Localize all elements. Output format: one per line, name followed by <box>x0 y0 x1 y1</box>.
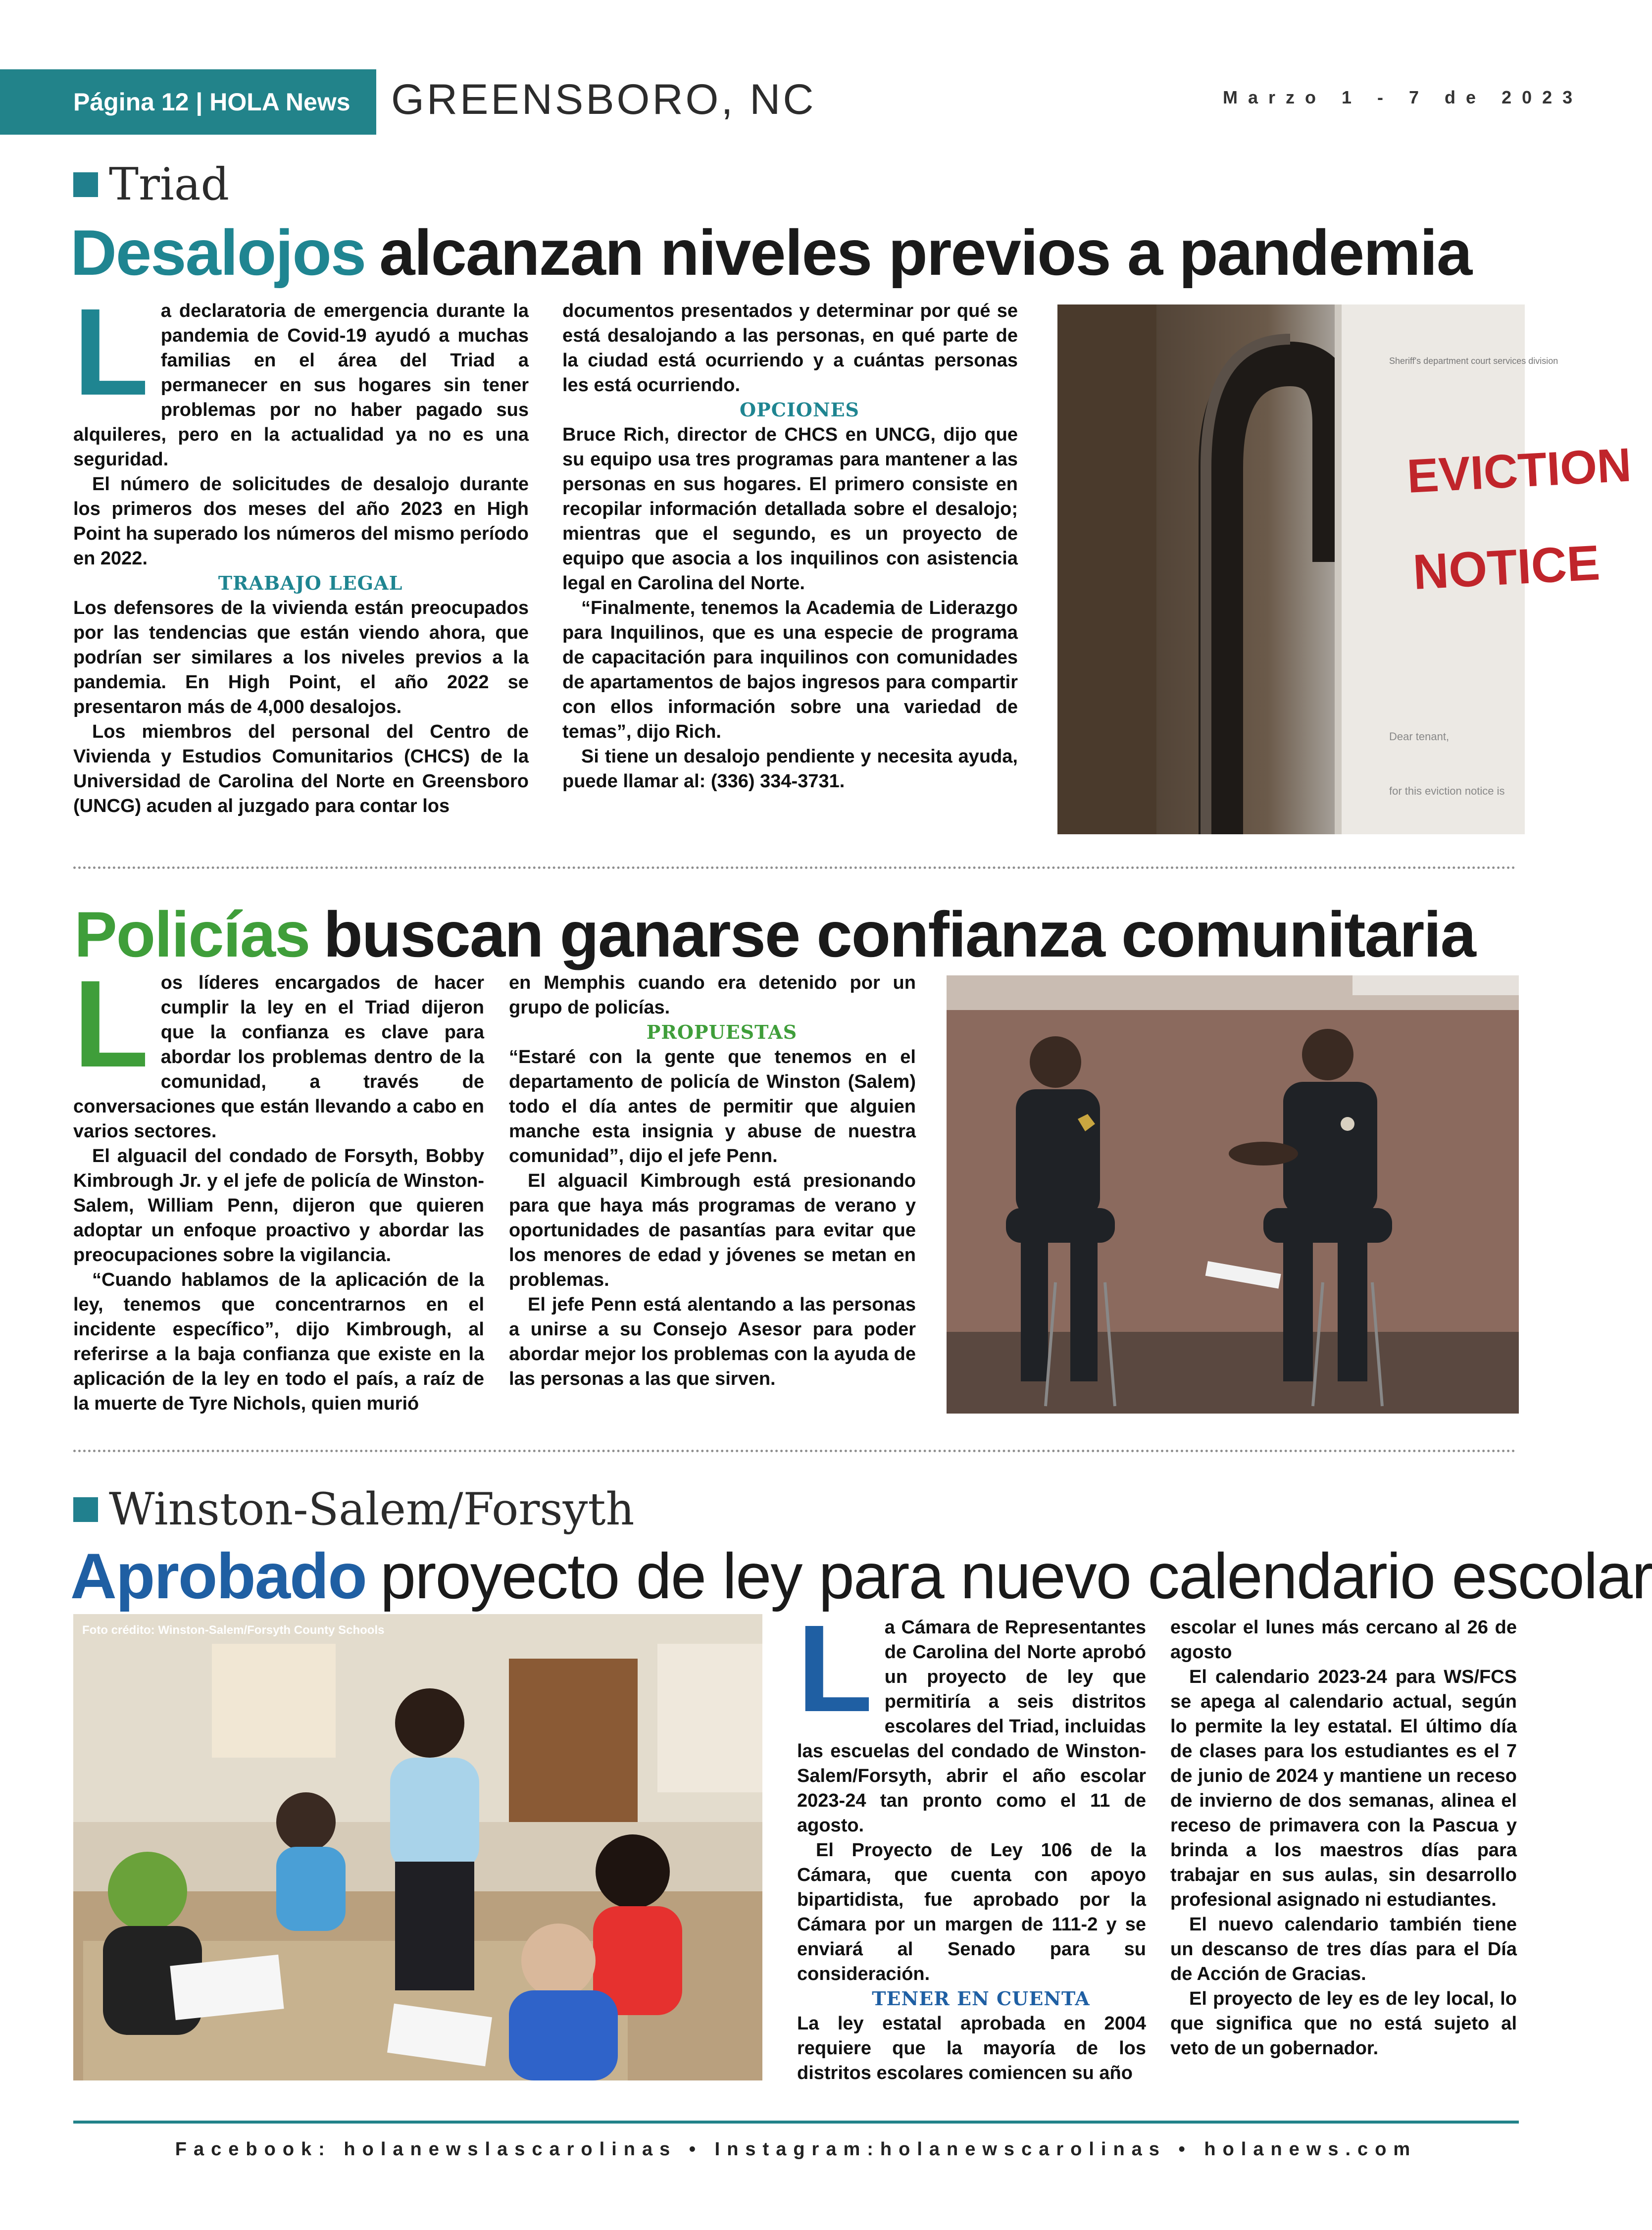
paragraph: “Cuando hablamos de la aplicación de la ley, tenemos que concentrarnos en el incidente específico”, dijo Kimbrough, al referirse a la baja confianza que existe en la aplicación de la ley en todo el país, a raíz de la muerte de Tyre Nichols, quien murió <box>73 1269 484 1414</box>
issue-date: Marzo 1 - 7 de 2023 <box>1223 87 1583 107</box>
headline-evictions <box>70 216 1472 289</box>
paragraph: escolar el lunes más cercano al 26 de agosto <box>1170 1617 1517 1663</box>
paragraph: os líderes encargados de hacer cumplir la ley en el Triad dijeron que la confianza es clave para abordar los problemas dentro de la comunidad, a través de conversaciones que están llevando a cabo en varios sectores. <box>73 972 484 1142</box>
eviction-notice-photo <box>1057 304 1633 834</box>
paragraph: El Proyecto de Ley 106 de la Cámara, que cuenta con apoyo bipartidista, fue aprobado por la Cámara por un margen de 111-2 y se enviará al Senado para su consideración. <box>797 1840 1146 1984</box>
page-number-tab <box>0 69 376 135</box>
edition-city: GREENSBORO, NC <box>391 76 816 123</box>
subheading: OPCIONES <box>740 399 859 421</box>
paragraph: El número de solicitudes de desalojo durante los primeros dos meses del año 2023 en High Point ha superado los números del mismo período en 2022. <box>73 474 529 569</box>
drop-cap: L <box>73 283 149 421</box>
paragraph: documentos presentados y determinar por qué se está desalojando a las personas, en qué parte de la ciudad está ocurriendo y a cuántas personas les está ocurriendo. <box>562 301 1018 396</box>
photo-credit: Foto crédito: Winston-Salem/Forsyth County Schools <box>82 1623 385 1637</box>
headline-rest: alcanzan niveles previos a pandemia <box>379 216 1472 289</box>
section-tag-triad <box>73 158 229 210</box>
article-school-column-2 <box>1170 1615 1517 2061</box>
headline-keyword: Aprobado <box>70 1540 366 1612</box>
section-divider <box>73 866 1516 869</box>
article-evictions-column-2 <box>562 299 1018 794</box>
section-square-icon <box>73 172 98 197</box>
paragraph: Si tiene un desalojo pendiente y necesita ayuda, puede llamar al: (336) 334-3731. <box>562 746 1018 792</box>
section-label: Triad <box>109 158 230 210</box>
subheading: TENER EN CUENTA <box>872 1987 1090 2010</box>
paragraph: El calendario 2023-24 para WS/FCS se apega al calendario actual, según lo permite la ley estatal. El último día de clases para los estudiantes es el 7 de junio de 2024 y mantiene un receso de invierno de dos semanas, alinea el receso de primavera con la Pascua y brinda a los maestros días para trabajar en sus aulas, sin desarrollo profesional asignado ni estudiantes. <box>1170 1667 1517 1910</box>
paragraph: El alguacil Kimbrough está presionando para que haya más programas de verano y oportunidades de pasantías para evitar que los menores de edad y jóvenes se metan en problemas. <box>509 1170 916 1290</box>
paragraph: Bruce Rich, director de CHCS en UNCG, dijo que su equipo usa tres programas para mantener a las personas en sus hogares. El primero consiste en recopilar información detallada sobre el desalojo; mientras que el segundo, es un proyecto de equipo que asocia a los inquilinos con asistencia legal en Carolina del Norte. <box>562 424 1018 594</box>
paragraph: Los miembros del personal del Centro de Vivienda y Estudios Comunitarios (CHCS) de la Universidad de Carolina del Norte en Greensboro (UNCG) acuden al juzgado para contar los <box>73 721 529 816</box>
section-divider <box>73 1450 1516 1452</box>
article-police-column-2 <box>509 970 916 1391</box>
notice-word-eviction: EVICTION <box>1405 438 1633 503</box>
headline-rest: buscan ganarse confianza comunitaria <box>323 898 1475 970</box>
paragraph: El proyecto de ley es de ley local, lo que significa que no está sujeto al veto de un gobernador. <box>1170 1988 1517 2059</box>
notice-body-line: for this eviction notice is <box>1389 785 1505 797</box>
paragraph: El nuevo calendario también tiene un descanso de tres días para el Día de Acción de Gracias. <box>1170 1914 1517 1984</box>
headline-school-calendar <box>70 1540 1652 1612</box>
section-square-icon <box>73 1497 98 1522</box>
paragraph: “Estaré con la gente que tenemos en el departamento de policía de Winston (Salem) todo el día antes de permitir que alguien manche esta insignia y abuse de nuestra comunidad”, dijo el jefe Penn. <box>509 1047 916 1166</box>
drop-cap: L <box>797 1599 873 1737</box>
police-officers-photo <box>947 975 1519 1414</box>
paragraph: Los defensores de la vivienda están preocupados por las tendencias que están viendo ahora, que podrían ser similares a los niveles previos a la pandemia. En High Point, el año 2022 se presentaron más de 4,000 desalojos. <box>73 598 529 717</box>
notice-word-notice: NOTICE <box>1411 535 1602 600</box>
article-police-column-1 <box>73 955 484 1416</box>
classroom-photo <box>73 1614 762 2080</box>
paragraph: a declaratoria de emergencia durante la pandemia de Covid-19 ayudó a muchas familias en el área del Triad a permanecer en sus hogares sin tener problemas por no haber pagado sus alquileres, pero en la actualidad ya no es una seguridad. <box>73 301 529 470</box>
headline-rest: proyecto de ley para nuevo calendario escolar <box>380 1540 1652 1612</box>
paragraph: en Memphis cuando era detenido por un grupo de policías. <box>509 972 916 1018</box>
notice-header-text: Sheriff's department court services division <box>1389 356 1558 366</box>
drop-cap: L <box>73 955 149 1093</box>
article-evictions-column-1 <box>73 283 529 818</box>
section-label: Winston-Salem/Forsyth <box>109 1483 635 1535</box>
page-number-label: Página 12 | HOLA News <box>73 88 350 116</box>
headline-keyword: Desalojos <box>70 216 366 289</box>
headline-police <box>74 898 1475 970</box>
notice-salutation: Dear tenant, <box>1389 730 1450 743</box>
paragraph: El jefe Penn está alentando a las personas a unirse a su Consejo Asesor para poder abordar mejor los problemas con la ayuda de las personas a las que sirven. <box>509 1294 916 1389</box>
footer-social-links: Facebook: holanewslascarolinas • Instagram:holanewscarolinas • holanews.com <box>175 2139 1417 2160</box>
article-school-column-1 <box>797 1599 1146 2085</box>
headline-keyword: Policías <box>74 898 310 970</box>
paragraph: “Finalmente, tenemos la Academia de Liderazgo para Inquilinos, que es una especie de programa de capacitación para inquilinos con comunidades de apartamentos de bajos ingresos para compartir con ellos información sobre una variedad de temas”, dijo Rich. <box>562 598 1018 742</box>
footer-rule <box>73 2121 1519 2124</box>
subheading: TRABAJO LEGAL <box>218 572 403 594</box>
subheading: PROPUESTAS <box>646 1021 798 1043</box>
paragraph: El alguacil del condado de Forsyth, Bobby Kimbrough Jr. y el jefe de policía de Winston-Salem, William Penn, dijeron que quieren adoptar un enfoque proactivo y abordar las preocupaciones sobre la vigilancia. <box>73 1146 484 1266</box>
paragraph: a Cámara de Representantes de Carolina del Norte aprobó un proyecto de ley que permitiría a seis distritos escolares del Triad, incluidas las escuelas del condado de Winston-Salem/Forsyth, abrir el año escolar 2023-24 tan pronto como el 11 de agosto. <box>797 1617 1146 1836</box>
paragraph: La ley estatal aprobada en 2004 requiere que la mayoría de los distritos escolares comiencen su año <box>797 2013 1146 2083</box>
section-tag-winston-salem <box>73 1483 635 1535</box>
